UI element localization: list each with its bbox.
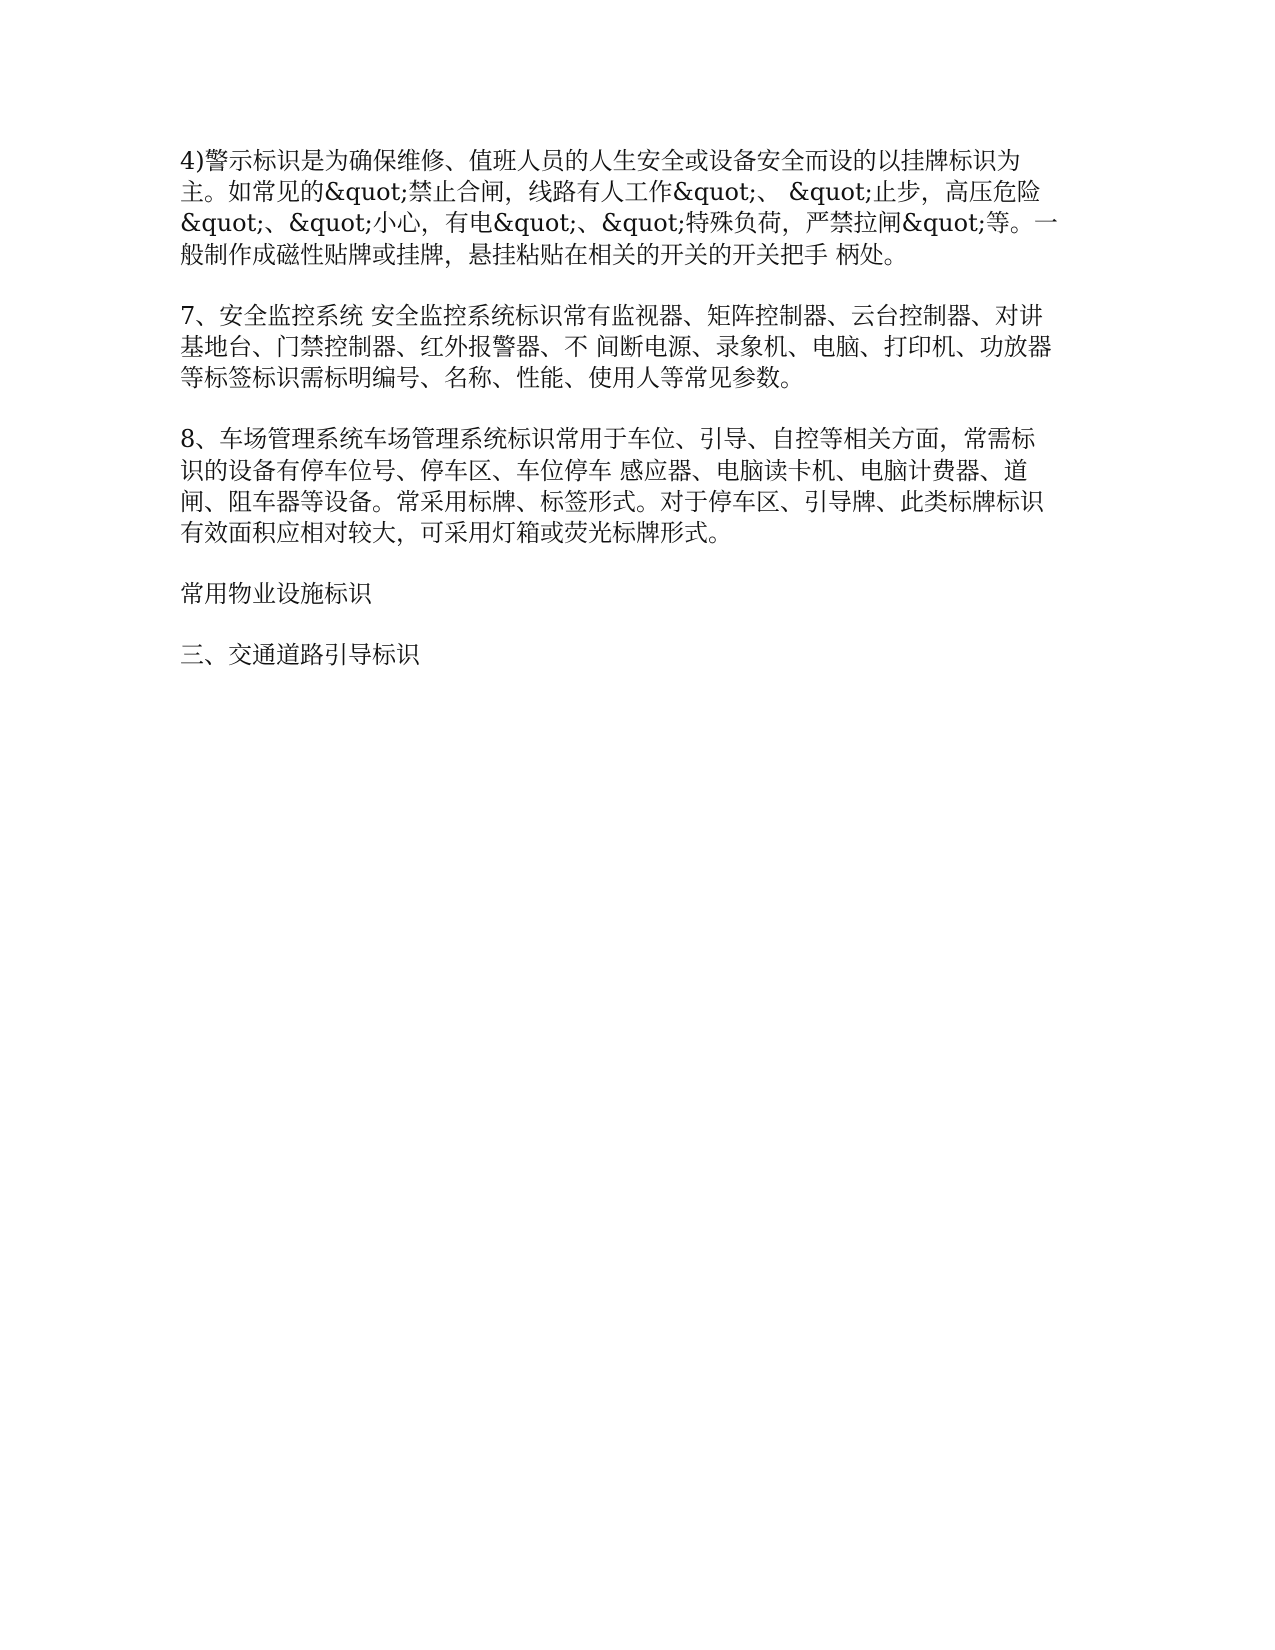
paragraph-warning-signs: 4)警示标识是为确保维修、值班人员的人生安全或设备安全而设的以挂牌标识为主。如常见的&quot;禁止合闸，线路有人工作&quot;、 &quot;止步，高压危险&quot;、&quot;小心，有电&quot;、&quot;特殊负荷，严禁拉闸&quot;等。一般制作成磁性贴牌或挂牌，悬挂粘贴在相关的开关的开关把手 柄处。	[180, 147, 1058, 269]
paragraph-security-monitoring: 7、安全监控系统 安全监控系统标识常有监视器、矩阵控制器、云台控制器、对讲基地台、门禁控制器、红外报警器、不 间断电源、录象机、电脑、打印机、功放器等标签标识需标明编号、名称、性能、使用人等常见参数。	[180, 301, 1052, 393]
section-heading-traffic-road-guidance: 三、交通道路引导标识	[180, 641, 420, 670]
section-heading-common-facility-signs: 常用物业设施标识	[180, 580, 372, 609]
document-body	[180, 146, 1058, 672]
paragraph-parking-management: 8、车场管理系统车场管理系统标识常用于车位、引导、自控等相关方面，常需标识的设备有停车位号、停车区、车位停车 感应器、电脑读卡机、电脑计费器、道闸、阻车器等设备。常采用标牌、标签形式。对于停车区、引导牌、此类标牌标识有效面积应相对较大，可采用灯箱或荧光标牌形式。	[180, 425, 1044, 548]
